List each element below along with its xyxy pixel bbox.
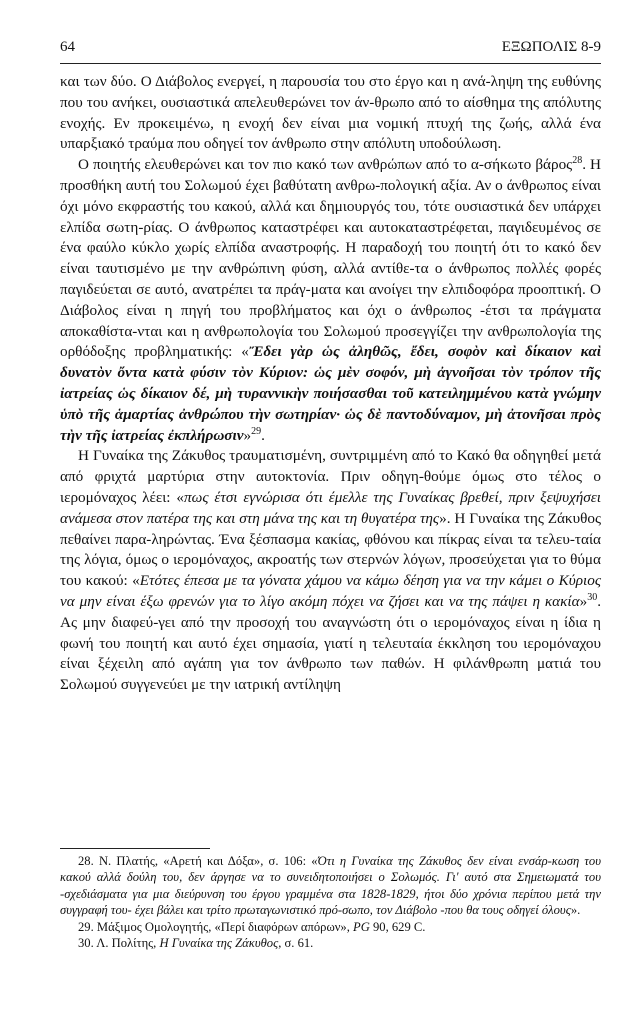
header-rule — [60, 63, 601, 64]
text-run: Ο ποιητής ελευθερώνει και τον πιο κακό των ανθρώπων από το α-σήκωτο βάρος — [78, 156, 573, 174]
text-run: ». — [570, 903, 581, 918]
italic-text: PG — [353, 919, 370, 934]
paragraph — [60, 72, 601, 155]
text-run: , σ. 61. — [278, 936, 314, 951]
footnote — [60, 935, 601, 951]
footnote-ref: 30 — [587, 591, 598, 603]
text-run: 28. Ν. Πλατής, «Αρετή και Δόξα», σ. 106: « — [78, 854, 318, 868]
text-run: » — [243, 426, 252, 444]
body-text — [60, 72, 601, 696]
running-head — [60, 36, 601, 58]
italic-text: πως έτσι εγνώρισα ότι έμελλε της Γυναίκας βρεθεί, πριν ξεψυχήσει ανάμεσα στον πατέρα της και στη μάνα της και τη θυγατέρα της — [60, 488, 601, 527]
greek-quotation: Ἔδει γὰρ ὡς ἀληθῶς, ἔδει, σοφὸν καὶ δίκαιον καὶ δυνατὸν ὄντα κατὰ φύσιν τὸν Κύριον: ὡς μὲν σοφόν, μὴ ἀγνοῆσαι τὸν τρόπον τῆς ἰατρείας ὡς δίκαιον δέ, μὴ τυραννικὴν ποιήσασθαι τοῦ κατειλημμένου κατὰ γνώμην ὑπὸ τῆς ἁμαρτίας ἀνθρώπου τὴν σωτηρίαν· ὡς δὲ παντοδύναμον, μὴ ἀτονῆσαι πρὸς τὴν τῆς ἰατρείας ἐκπλήρωσιν — [60, 343, 601, 444]
text-run: . — [261, 426, 265, 444]
text-run: και των δύο. Ο Διάβολος ενεργεί, η παρουσία του στο έργο και η ανά-ληψη της ευθύνης που του ανήκει, ουσιαστικά απελευθερώνει τον άν-θρωπο από το αίσθημα της απόλυτης ενοχής. Εν προκειμένω, η ενοχή δεν είναι μια νομική πτυχή της ζωής, αλλά ένα υπαρξιακό τραύμα που οδηγεί τον άνθρωπο στην απόλυτη υποδούλωση. — [60, 73, 601, 153]
footnotes — [60, 853, 601, 951]
text-run: . Η προσθήκη αυτή του Σολωμού έχει βαθύτατη ανθρω-πολογική αξία. Αν ο άνθρωπος είναι όχι μόνο εκφραστής του κακού, αλλά και δημιουργός του, τότε ουσιαστικά δεν υπάρχει ελπίδα σωτη-ρίας. Ο άνθρωπος καταστρέφει και αυτοκαταστρέφεται, παγιδευμένος σε ένα φαύλο κύκλο χωρίς ελπίδα αναστροφής. Η παραδοχή του ποιητή ότι το κακό δεν είναι ταυτισμένο με την ανθρώπινη φύση, αλλά αντίθε-τα ο άνθρωπος πολλές φορές παγιδεύεται σε αυτό, ανατρέπει τα πράγ-ματα και ανοίγει την ελπιδοφόρα προοπτική. Ο Διάβολος είναι η πηγή του προβλήματος και όχι ο άνθρωπος -έτσι τα πράγματα αποκαθίστα-νται και η ανθρωπολογία του Σολωμού προσεγγίζει την ανθρωπολογία της ορθόδοξης προβληματικής: « — [60, 156, 601, 361]
italic-text: Ότι η Γυναίκα της Ζάκυθος δεν είναι ενσάρ-κωση του κακού αλλά δούλη του, δεν άργησε να το συνειδητοποιήσει ο Σολωμός. Γι' αυτό στα Σημειωματά του -σχεδιάσματα για μια διεύρυνση του έργου γραμμένα στα 1828-1829, ήτοι δύο χρόνια περίπου μετά την συγγραφή του- έχει βάλει και τρίτο πρωταγωνιστικό πρό-σωπο, τον Διάβολο -που θα τους οδηγεί όλους — [60, 854, 601, 918]
page-number: 64 — [60, 39, 75, 55]
text-run: 29. Μάξιμος Ομολογητής, «Περί διαφόρων απόρων», — [78, 919, 354, 934]
paragraph — [60, 155, 601, 446]
italic-text: Ετότες έπεσα με τα γόνατα χάμου να κάμω δέηση για να την κάμει ο Κύριος να μην είναι έξω φρενών για το λίγο ακόμη πόχει να ζήσει και να της πάψει η κακία — [60, 572, 601, 610]
text-run: 30. Λ. Πολίτης, — [78, 936, 160, 951]
italic-text: Η Γυναίκα της Ζάκυθος — [159, 936, 279, 951]
footnote-ref: 29 — [251, 425, 262, 437]
paragraph — [60, 446, 601, 696]
text-run: . Ας μην διαφεύ-γει από την προσοχή του αναγνώστη ότι ο ιερομόναχος είναι η ίδια η φωνή του ποιητή και αυτό έχει σημασία, γιατί η τελευταία έκκληση του ιερομόναχου είναι ξέχειλη από αγάπη για τον άνθρωπο των παθών. Η φιλάνθρωπη ματιά του Σολωμού συγγενεύει με την ιατρική αντίληψη — [60, 592, 601, 694]
text-run: Η Γυναίκα της Ζάκυθος τραυματισμένη, συντριμμένη από το Κακό θα οδηγηθεί μετά από φριχτά μαρτύρια στην αυτοκτονία. Πριν οδηγη-θούμε όμως στο τέλος ο ιερομόναχος λέει: « — [60, 447, 601, 506]
text-run: ». Η Γυναίκα της Ζάκυθος πεθαίνει παρα-ληρώντας. Ένα ξέσπασμα κακίας, φθόνου και πίκρας είναι τα τελευ-ταία της λόγια, όμως ο ιερομόναχος, ακροατής των στερνών λόγων, προσεύχεται για το θύμα του κακού: « — [60, 509, 601, 590]
footnote — [60, 919, 601, 935]
text-run: » — [579, 592, 588, 610]
text-run: 90, 629 C. — [369, 919, 426, 934]
footnote-rule — [60, 848, 210, 849]
footnote-ref: 28 — [572, 155, 583, 167]
journal-title: ΕΞΩΠΟΛΙΣ 8-9 — [501, 39, 601, 55]
footnote — [60, 853, 601, 919]
